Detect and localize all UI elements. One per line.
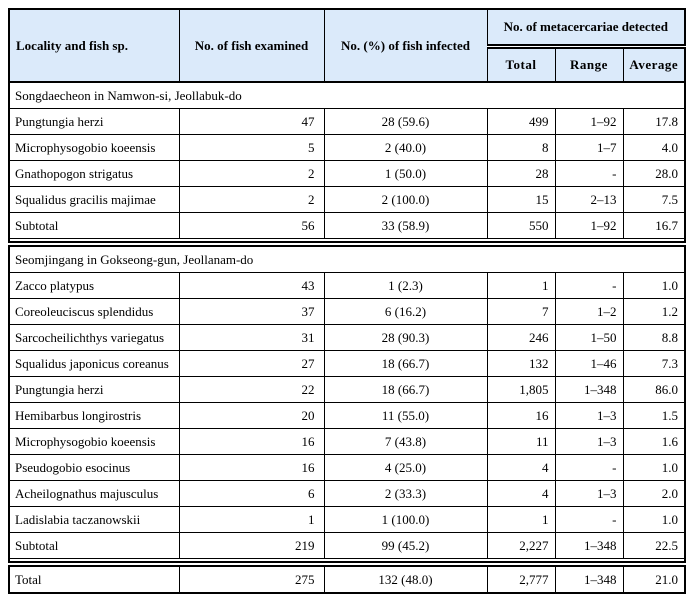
cell-metacercariae-total: 7 bbox=[487, 299, 555, 325]
col-header-metacercariae-group: No. of metacercariae detected bbox=[487, 9, 685, 47]
cell-metacercariae-average: 8.8 bbox=[623, 325, 685, 351]
cell-fish-examined: 16 bbox=[179, 455, 324, 481]
cell-species: Pseudogobio esocinus bbox=[9, 455, 179, 481]
cell-fish-examined: 219 bbox=[179, 533, 324, 559]
cell-metacercariae-total: 15 bbox=[487, 187, 555, 213]
cell-metacercariae-range: 1–3 bbox=[555, 429, 623, 455]
data-row bbox=[9, 187, 685, 213]
cell-metacercariae-average: 1.2 bbox=[623, 299, 685, 325]
cell-fish-examined: 56 bbox=[179, 213, 324, 239]
cell-fish-infected: 2 (100.0) bbox=[324, 187, 487, 213]
section-title: Seomjingang in Gokseong-gun, Jeollanam-do bbox=[9, 244, 685, 273]
cell-fish-infected: 2 (40.0) bbox=[324, 135, 487, 161]
cell-species: Pungtungia herzi bbox=[9, 109, 179, 135]
cell-metacercariae-average: 7.5 bbox=[623, 187, 685, 213]
cell-metacercariae-total: 1,805 bbox=[487, 377, 555, 403]
data-row bbox=[9, 403, 685, 429]
cell-species: Squalidus gracilis majimae bbox=[9, 187, 179, 213]
cell-metacercariae-total: 1 bbox=[487, 507, 555, 533]
table-body bbox=[9, 82, 685, 593]
cell-metacercariae-range: 1–2 bbox=[555, 299, 623, 325]
header-row-group bbox=[9, 9, 685, 47]
data-row bbox=[9, 325, 685, 351]
data-row bbox=[9, 299, 685, 325]
cell-metacercariae-range: 1–3 bbox=[555, 481, 623, 507]
section-title-row bbox=[9, 244, 685, 273]
data-row bbox=[9, 351, 685, 377]
cell-species: Squalidus japonicus coreanus bbox=[9, 351, 179, 377]
cell-metacercariae-total: 28 bbox=[487, 161, 555, 187]
data-row bbox=[9, 455, 685, 481]
cell-fish-infected: 132 (48.0) bbox=[324, 564, 487, 593]
cell-metacercariae-total: 550 bbox=[487, 213, 555, 239]
total-row bbox=[9, 564, 685, 593]
cell-metacercariae-average: 1.5 bbox=[623, 403, 685, 429]
cell-fish-infected: 4 (25.0) bbox=[324, 455, 487, 481]
cell-metacercariae-average: 86.0 bbox=[623, 377, 685, 403]
cell-metacercariae-total: 11 bbox=[487, 429, 555, 455]
cell-metacercariae-average: 4.0 bbox=[623, 135, 685, 161]
cell-metacercariae-average: 28.0 bbox=[623, 161, 685, 187]
cell-fish-infected: 6 (16.2) bbox=[324, 299, 487, 325]
cell-metacercariae-range: - bbox=[555, 273, 623, 299]
cell-metacercariae-range: 1–348 bbox=[555, 533, 623, 559]
col-header-locality: Locality and fish sp. bbox=[9, 9, 179, 82]
cell-metacercariae-total: 246 bbox=[487, 325, 555, 351]
cell-fish-examined: 22 bbox=[179, 377, 324, 403]
data-row bbox=[9, 109, 685, 135]
cell-fish-infected: 7 (43.8) bbox=[324, 429, 487, 455]
cell-species: Ladislabia taczanowskii bbox=[9, 507, 179, 533]
data-row bbox=[9, 377, 685, 403]
cell-metacercariae-average: 7.3 bbox=[623, 351, 685, 377]
data-row bbox=[9, 161, 685, 187]
cell-species: Hemibarbus longirostris bbox=[9, 403, 179, 429]
col-header-total: Total bbox=[487, 47, 555, 83]
cell-fish-infected: 99 (45.2) bbox=[324, 533, 487, 559]
cell-fish-examined: 1 bbox=[179, 507, 324, 533]
cell-fish-examined: 31 bbox=[179, 325, 324, 351]
cell-fish-infected: 28 (90.3) bbox=[324, 325, 487, 351]
cell-fish-infected: 18 (66.7) bbox=[324, 351, 487, 377]
cell-fish-examined: 16 bbox=[179, 429, 324, 455]
cell-fish-examined: 275 bbox=[179, 564, 324, 593]
table-header bbox=[9, 9, 685, 82]
cell-metacercariae-range: 1–50 bbox=[555, 325, 623, 351]
fish-metacercariae-table bbox=[8, 8, 686, 594]
cell-metacercariae-range: 1–46 bbox=[555, 351, 623, 377]
data-row bbox=[9, 429, 685, 455]
cell-fish-infected: 2 (33.3) bbox=[324, 481, 487, 507]
cell-fish-infected: 1 (50.0) bbox=[324, 161, 487, 187]
cell-fish-examined: 5 bbox=[179, 135, 324, 161]
cell-species: Sarcocheilichthys variegatus bbox=[9, 325, 179, 351]
cell-metacercariae-range: 1–92 bbox=[555, 109, 623, 135]
cell-metacercariae-average: 1.0 bbox=[623, 273, 685, 299]
cell-fish-infected: 28 (59.6) bbox=[324, 109, 487, 135]
cell-metacercariae-range: 2–13 bbox=[555, 187, 623, 213]
col-header-range: Range bbox=[555, 47, 623, 83]
col-header-fish-examined: No. of fish examined bbox=[179, 9, 324, 82]
data-row bbox=[9, 481, 685, 507]
cell-metacercariae-range: - bbox=[555, 507, 623, 533]
cell-fish-examined: 2 bbox=[179, 187, 324, 213]
cell-metacercariae-average: 22.5 bbox=[623, 533, 685, 559]
col-header-average: Average bbox=[623, 47, 685, 83]
data-row bbox=[9, 273, 685, 299]
cell-species: Pungtungia herzi bbox=[9, 377, 179, 403]
cell-metacercariae-range: 1–3 bbox=[555, 403, 623, 429]
cell-metacercariae-average: 21.0 bbox=[623, 564, 685, 593]
cell-fish-examined: 6 bbox=[179, 481, 324, 507]
cell-metacercariae-total: 132 bbox=[487, 351, 555, 377]
cell-species: Microphysogobio koeensis bbox=[9, 429, 179, 455]
cell-metacercariae-total: 499 bbox=[487, 109, 555, 135]
cell-metacercariae-average: 16.7 bbox=[623, 213, 685, 239]
section-title-row bbox=[9, 82, 685, 109]
cell-species: Zacco platypus bbox=[9, 273, 179, 299]
section-title: Songdaecheon in Namwon-si, Jeollabuk-do bbox=[9, 82, 685, 109]
cell-metacercariae-range: - bbox=[555, 161, 623, 187]
cell-metacercariae-range: 1–92 bbox=[555, 213, 623, 239]
cell-fish-examined: 37 bbox=[179, 299, 324, 325]
cell-fish-infected: 1 (2.3) bbox=[324, 273, 487, 299]
cell-species: Microphysogobio koeensis bbox=[9, 135, 179, 161]
cell-species: Gnathopogon strigatus bbox=[9, 161, 179, 187]
cell-fish-infected: 11 (55.0) bbox=[324, 403, 487, 429]
cell-fish-examined: 27 bbox=[179, 351, 324, 377]
data-row bbox=[9, 135, 685, 161]
cell-metacercariae-total: 2,777 bbox=[487, 564, 555, 593]
cell-metacercariae-average: 1.0 bbox=[623, 507, 685, 533]
cell-metacercariae-range: 1–348 bbox=[555, 377, 623, 403]
data-row bbox=[9, 507, 685, 533]
cell-metacercariae-range: 1–7 bbox=[555, 135, 623, 161]
cell-metacercariae-total: 1 bbox=[487, 273, 555, 299]
cell-fish-examined: 20 bbox=[179, 403, 324, 429]
subtotal-row bbox=[9, 533, 685, 559]
cell-fish-examined: 43 bbox=[179, 273, 324, 299]
cell-metacercariae-total: 2,227 bbox=[487, 533, 555, 559]
cell-metacercariae-total: 8 bbox=[487, 135, 555, 161]
cell-metacercariae-total: 16 bbox=[487, 403, 555, 429]
cell-metacercariae-average: 1.0 bbox=[623, 455, 685, 481]
cell-fish-infected: 33 (58.9) bbox=[324, 213, 487, 239]
cell-fish-infected: 18 (66.7) bbox=[324, 377, 487, 403]
cell-fish-examined: 2 bbox=[179, 161, 324, 187]
cell-metacercariae-total: 4 bbox=[487, 455, 555, 481]
subtotal-row bbox=[9, 213, 685, 239]
col-header-fish-infected: No. (%) of fish infected bbox=[324, 9, 487, 82]
cell-fish-examined: 47 bbox=[179, 109, 324, 135]
cell-fish-infected: 1 (100.0) bbox=[324, 507, 487, 533]
cell-metacercariae-average: 1.6 bbox=[623, 429, 685, 455]
cell-species: Subtotal bbox=[9, 213, 179, 239]
cell-species: Subtotal bbox=[9, 533, 179, 559]
cell-metacercariae-total: 4 bbox=[487, 481, 555, 507]
cell-metacercariae-average: 2.0 bbox=[623, 481, 685, 507]
cell-species: Acheilognathus majusculus bbox=[9, 481, 179, 507]
cell-metacercariae-average: 17.8 bbox=[623, 109, 685, 135]
cell-metacercariae-range: 1–348 bbox=[555, 564, 623, 593]
cell-species: Total bbox=[9, 564, 179, 593]
cell-metacercariae-range: - bbox=[555, 455, 623, 481]
cell-species: Coreoleuciscus splendidus bbox=[9, 299, 179, 325]
